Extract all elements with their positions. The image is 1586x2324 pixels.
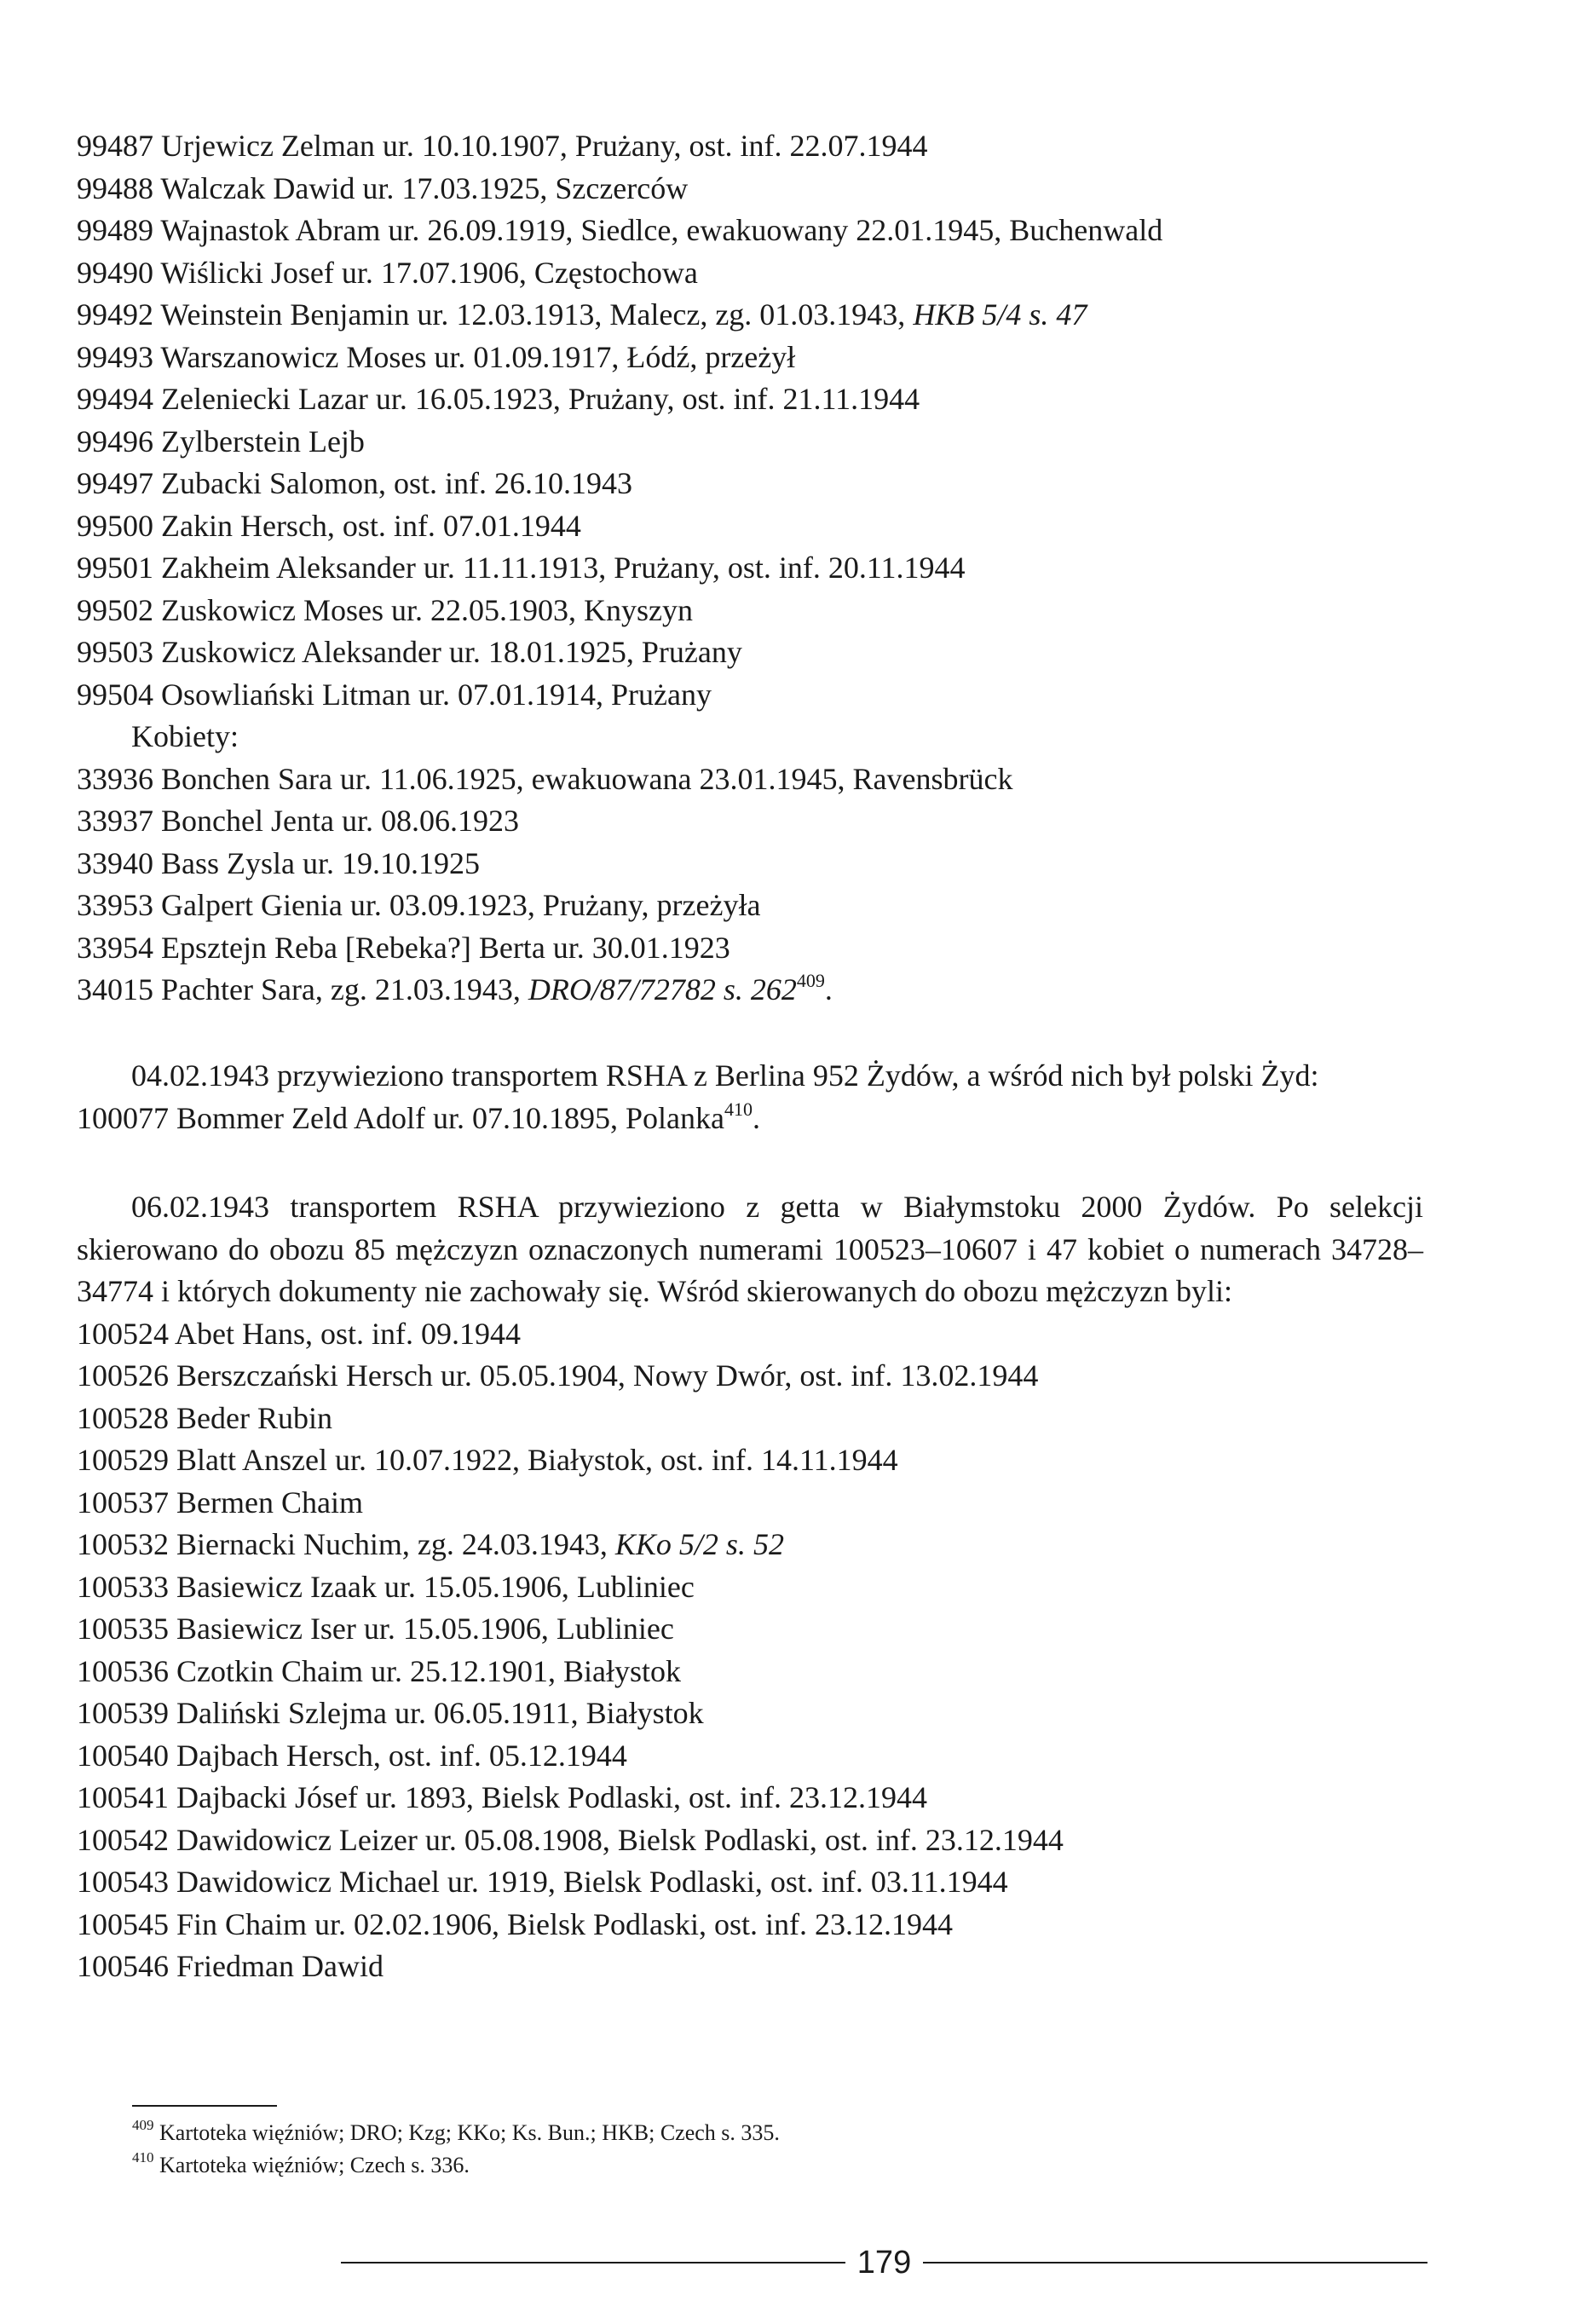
list-item: 99494 Zeleniecki Lazar ur. 16.05.1923, Prużany, ost. inf. 21.11.1944 <box>77 382 920 416</box>
list-item: 100536 Czotkin Chaim ur. 25.12.1901, Białystok <box>77 1653 681 1688</box>
list-item: 33953 Galpert Gienia ur. 03.09.1923, Prużany, przeżyła <box>77 888 761 922</box>
list-item: 33954 Epsztejn Reba [Rebeka?] Berta ur. 30.01.1923 <box>77 930 730 965</box>
list-item: 100542 Dawidowicz Leizer ur. 05.08.1908, Bielsk Podlaski, ost. inf. 23.12.1944 <box>77 1822 1064 1857</box>
footnote-divider <box>132 2105 277 2107</box>
list-item: 100524 Abet Hans, ost. inf. 09.1944 <box>77 1316 521 1351</box>
bialystok-transport-paragraph <box>77 1186 1423 1988</box>
list-item: 100529 Blatt Anszel ur. 10.07.1922, Białystok, ost. inf. 14.11.1944 <box>77 1443 898 1477</box>
list-item: 34015 Pachter Sara, zg. 21.03.1943, DRO/87/72782 s. $262^{409}$. <box>77 970 833 1006</box>
list-item: 99497 Zubacki Salomon, ost. inf. 26.10.1943 <box>77 466 632 500</box>
page-footer <box>341 2241 1427 2284</box>
list-item: 99504 Osowliański Litman ur. 07.01.1914, Prużany <box>77 677 712 712</box>
prisoner-list-men-1 <box>77 125 1423 1012</box>
berlin-transport-paragraph <box>77 1055 1423 1139</box>
prisoner-list-women <box>77 758 1423 970</box>
prisoner-list-part-2 <box>77 337 1423 717</box>
prisoner-list-part-1 <box>77 125 1423 294</box>
list-item: 99488 Walczak Dawid ur. 17.03.1925, Szczerców <box>77 170 689 205</box>
list-item: 100539 Daliński Szlejma ur. 06.05.1911, Białystok <box>77 1696 704 1730</box>
list-item: 100541 Dajbacki Jósef ur. 1893, Bielsk Podlaski, ost. inf. 23.12.1944 <box>77 1780 927 1814</box>
list-item: 99496 Zylberstein Lejb <box>77 424 365 458</box>
list-item: 99501 Zakheim Aleksander ur. 11.11.1913, Prużany, ost. inf. 20.11.1944 <box>77 551 966 585</box>
list-item: 33936 Bonchen Sara ur. 11.06.1925, ewakuowana 23.01.1945, Ravensbrück <box>77 761 1013 796</box>
list-item: 100545 Fin Chaim ur. 02.02.1906, Bielsk Podlaski, ost. inf. 23.12.1944 <box>77 1906 954 1941</box>
prisoner-list-men-2a <box>77 1313 1423 1525</box>
list-item: 99502 Zuskowicz Moses ur. 22.05.1903, Knyszyn <box>77 592 693 627</box>
footer-rule-left <box>341 2262 845 2263</box>
footnotes <box>132 2105 1410 2182</box>
source-reference: DRO/87/72782 s. 262 <box>528 972 797 1006</box>
list-item: 100528 Beder Rubin <box>77 1400 332 1435</box>
list-item: 100546 Friedman Dawid <box>77 1949 384 1983</box>
list-item: 100532 Biernacki Nuchim, zg. 24.03.1943, KKo 5/2 s. 52 <box>77 1527 784 1561</box>
prisoner-list-men-2b <box>77 1566 1423 1988</box>
list-item: 99500 Zakin Hersch, ost. inf. 07.01.1944 <box>77 508 581 543</box>
footnote-ref-409: 409 <box>796 970 825 991</box>
list-item: 99487 Urjewicz Zelman ur. 10.10.1907, Prużany, ost. inf. 22.07.1944 <box>77 129 928 163</box>
list-item: 33937 Bonchel Jenta ur. 08.06.1923 <box>77 804 519 838</box>
source-reference: KKo 5/2 s. 52 <box>614 1527 784 1561</box>
footnote-ref-410: 410 <box>724 1098 753 1120</box>
women-heading: Kobiety: <box>131 719 239 753</box>
list-item: 100535 Basiewicz Iser ur. 15.05.1906, Lubliniec <box>77 1612 674 1646</box>
list-item: 99503 Zuskowicz Aleksander ur. 18.01.1925, Prużany <box>77 635 742 669</box>
paragraph-text: 06.02.1943 transportem RSHA przywieziono z getta w Białymstoku 2000 Żydów. Po selekcji skierowano do obozu 85 mężczyzn oznaczonych numerami 100523–10607 i 47 kobiet o numerach 34728–34774 i których dokumenty nie zachowały się. Wśród skierowanych do obozu mężczyzn byli: <box>77 1190 1423 1308</box>
paragraph-text: 04.02.1943 przywieziono transportem RSHA z Berlina 952 Żydów, a wśród nich był polski Żyd: <box>131 1058 1319 1093</box>
footnote-410: $^{410}$ Kartoteka więźniów; Czech s. 336. <box>132 2149 470 2177</box>
list-item: 100540 Dajbach Hersch, ost. inf. 05.12.1944 <box>77 1738 627 1773</box>
list-item: 100537 Bermen Chaim <box>77 1485 363 1520</box>
list-item: 99490 Wiślicki Josef ur. 17.07.1906, Częstochowa <box>77 255 698 290</box>
source-reference: HKB 5/4 s. 47 <box>913 297 1087 332</box>
list-item: 100077 Bommer Zeld Adolf ur. 07.10.1895, Polanka$^{410}$. <box>77 1098 760 1135</box>
list-item: 100526 Berszczański Hersch ur. 05.05.1904, Nowy Dwór, ost. inf. 13.02.1944 <box>77 1358 1039 1393</box>
list-item: 99489 Wajnastok Abram ur. 26.09.1919, Siedlce, ewakuowany 22.01.1945, Buchenwald <box>77 213 1163 247</box>
list-item: 33940 Bass Zysla ur. 19.10.1925 <box>77 845 480 880</box>
list-item: 100533 Basiewicz Izaak ur. 15.05.1906, Lubliniec <box>77 1569 695 1604</box>
list-item: 100543 Dawidowicz Michael ur. 1919, Bielsk Podlaski, ost. inf. 03.11.1944 <box>77 1865 1008 1899</box>
page-number: 179 <box>856 2245 912 2281</box>
footer-rule-right <box>923 2262 1427 2263</box>
list-item: 99492 Weinstein Benjamin ur. 12.03.1913, Malecz, zg. 01.03.1943, HKB 5/4 s. 47 <box>77 297 1087 332</box>
footnote-409: $^{409}$ Kartoteka więźniów; DRO; Kzg; KKo; Ks. Bun.; HKB; Czech s. 335. <box>132 2117 780 2145</box>
list-item: 99493 Warszanowicz Moses ur. 01.09.1917, Łódź, przeżył <box>77 339 796 374</box>
